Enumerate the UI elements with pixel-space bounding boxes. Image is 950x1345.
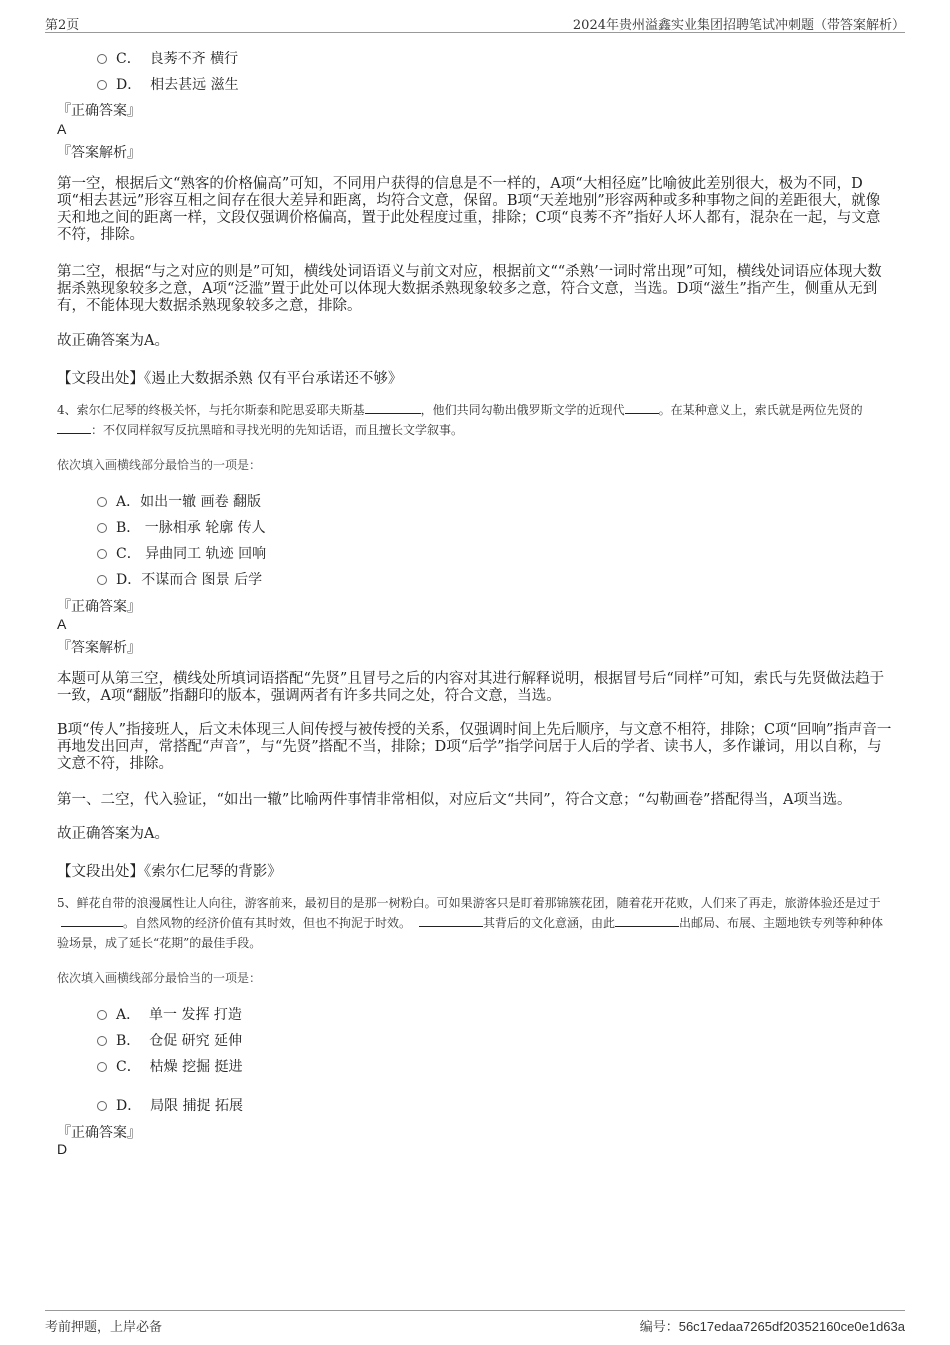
option-c[interactable]: C． 枯燥 挖掘 挺进 [97,1056,243,1076]
option-a[interactable]: A．如出一辙 画卷 翻版 [97,491,261,511]
source-citation: 【文段出处】《遏止大数据杀熟 仅有平台承诺还不够》 [57,371,403,387]
radio-icon[interactable] [97,80,107,90]
radio-icon[interactable] [97,1062,107,1072]
blank [61,914,123,927]
blank [419,914,483,927]
analysis-paragraph: 故正确答案为A。 [57,826,169,842]
page-header [45,14,905,33]
radio-icon[interactable] [97,497,107,507]
correct-answer-label: 『正确答案』 [57,103,141,119]
correct-answer-label: 『正确答案』 [57,599,141,615]
option-d[interactable]: D．不谋而合 图景 后学 [97,569,262,589]
analysis-paragraph: 第一、二空，代入验证，“如出一辙”比喻两件事情非常相似，对应后文“共同”，符合文意；“勾勒画卷”搭配得当，A项当选。 [57,792,852,808]
page-footer [45,1310,905,1333]
correct-answer: D [57,1141,68,1157]
question-stem: 4、索尔仁尼琴的终极关怀，与托尔斯泰和陀思妥耶夫斯基 ，他们共同勾勒出俄罗斯文学的近现代 。在某种意义上，索氏就是两位先贤的：不仅同样叙写反抗黑暗和寻找光明的先知话语，而且擅长文学叙事。 [57,403,863,437]
radio-icon[interactable] [97,1010,107,1020]
correct-answer-label: 『正确答案』 [57,1125,141,1141]
correct-answer: A [57,616,67,632]
radio-icon[interactable] [97,54,107,64]
question-stem: 5、鲜花自带的浪漫属性让人向往，游客前来，最初目的是那一树粉白。可如果游客只是盯着那锦簇花团，随着花开花败，人们来了再走，旅游体验还是过于。自然风物的经济价值有其时效，但也不拘泥于时效。 其背后的文化意涵，由此 出邮局、布展、主题地铁专列等种种体验场景，成了延长“花期”的最佳手段。 [57,896,884,950]
blank [615,914,679,927]
radio-icon[interactable] [97,549,107,559]
radio-icon[interactable] [97,575,107,585]
radio-icon[interactable] [97,523,107,533]
analysis-label: 『答案解析』 [57,145,141,161]
blank [625,401,659,414]
analysis-paragraph: 第二空，根据“与之对应的则是”可知，横线处词语语义与前文对应，根据前文““杀熟’一词时常出现”可知，横线处词语应体现大数据杀熟现象较多之意，A项“泛滥”置于此处可以体现大数据杀熟现象较多之意，符合文意，当选。D项“滋生”指产生，侧重从无到有，不能体现大数据杀熟现象较多之意，排除。 [57,264,882,314]
document-title: 2024年贵州溢鑫实业集团招聘笔试冲刺题（带答案解析） [572,18,905,33]
radio-icon[interactable] [97,1101,107,1111]
analysis-paragraph: B项“传人”指接班人，后文未体现三人间传授与被传授的关系，仅强调时间上先后顺序，与文意不相符，排除；C项“回响”指声音一再地发出回声，常搭配“声音”，与“先贤”搭配不当，排除；D项“后学”指学问居于人后的学者、读书人，多作谦词，用以自称，与文意不符，排除。 [57,722,892,772]
source-citation: 【文段出处】《索尔仁尼琴的背影》 [57,864,282,880]
footer-slogan: 考前押题，上岸必备 [45,1320,163,1335]
option-b[interactable]: B． 仓促 研究 延伸 [97,1030,242,1050]
analysis-paragraph: 第一空，根据后文“熟客的价格偏高”可知，不同用户获得的信息是不一样的，A项“大相径庭”比喻彼此差别很大，极为不同，D项“相去甚远”形容互相之间存在很大差异和距离，均符合文意，保留。B项“天差地别”形容两种或多种事物之间的差距很大，就像天和地之间的距离一样，文段仅强调价格偏高，置于此处程度过重，排除；C项“良莠不齐”指好人坏人都有，混杂在一起，与文意不符，排除。 [57,176,881,243]
option-c[interactable]: C． 良莠不齐 横行 [97,48,238,68]
analysis-paragraph: 故正确答案为A。 [57,333,169,349]
option-b[interactable]: B． 一脉相承 轮廓 传人 [97,517,266,537]
blank [365,401,421,414]
analysis-paragraph: 本题可从第三空，横线处所填词语搭配“先贤”且冒号之后的内容对其进行解释说明，根据冒号后“同样”可知，索氏与先贤做法趋于一致，A项“翻版”指翻印的版本，强调两者有许多共同之处，符合文意，当选。 [57,671,885,704]
question-prompt: 依次填入画横线部分最恰当的一项是： [57,458,262,472]
question-prompt: 依次填入画横线部分最恰当的一项是： [57,971,262,985]
correct-answer: A [57,121,67,137]
radio-icon[interactable] [97,1036,107,1046]
option-c[interactable]: C． 异曲同工 轨迹 回响 [97,543,266,563]
page-number: 第2页 [45,18,80,33]
option-a[interactable]: A． 单一 发挥 打造 [97,1004,242,1024]
document-id: 编号：56c17edaa7265df20352160ce0e1d63a [639,1319,905,1335]
analysis-label: 『答案解析』 [57,640,141,656]
option-d[interactable]: D． 相去甚远 滋生 [97,74,239,94]
blank [57,421,91,434]
option-d[interactable]: D． 局限 捕捉 拓展 [97,1095,243,1115]
